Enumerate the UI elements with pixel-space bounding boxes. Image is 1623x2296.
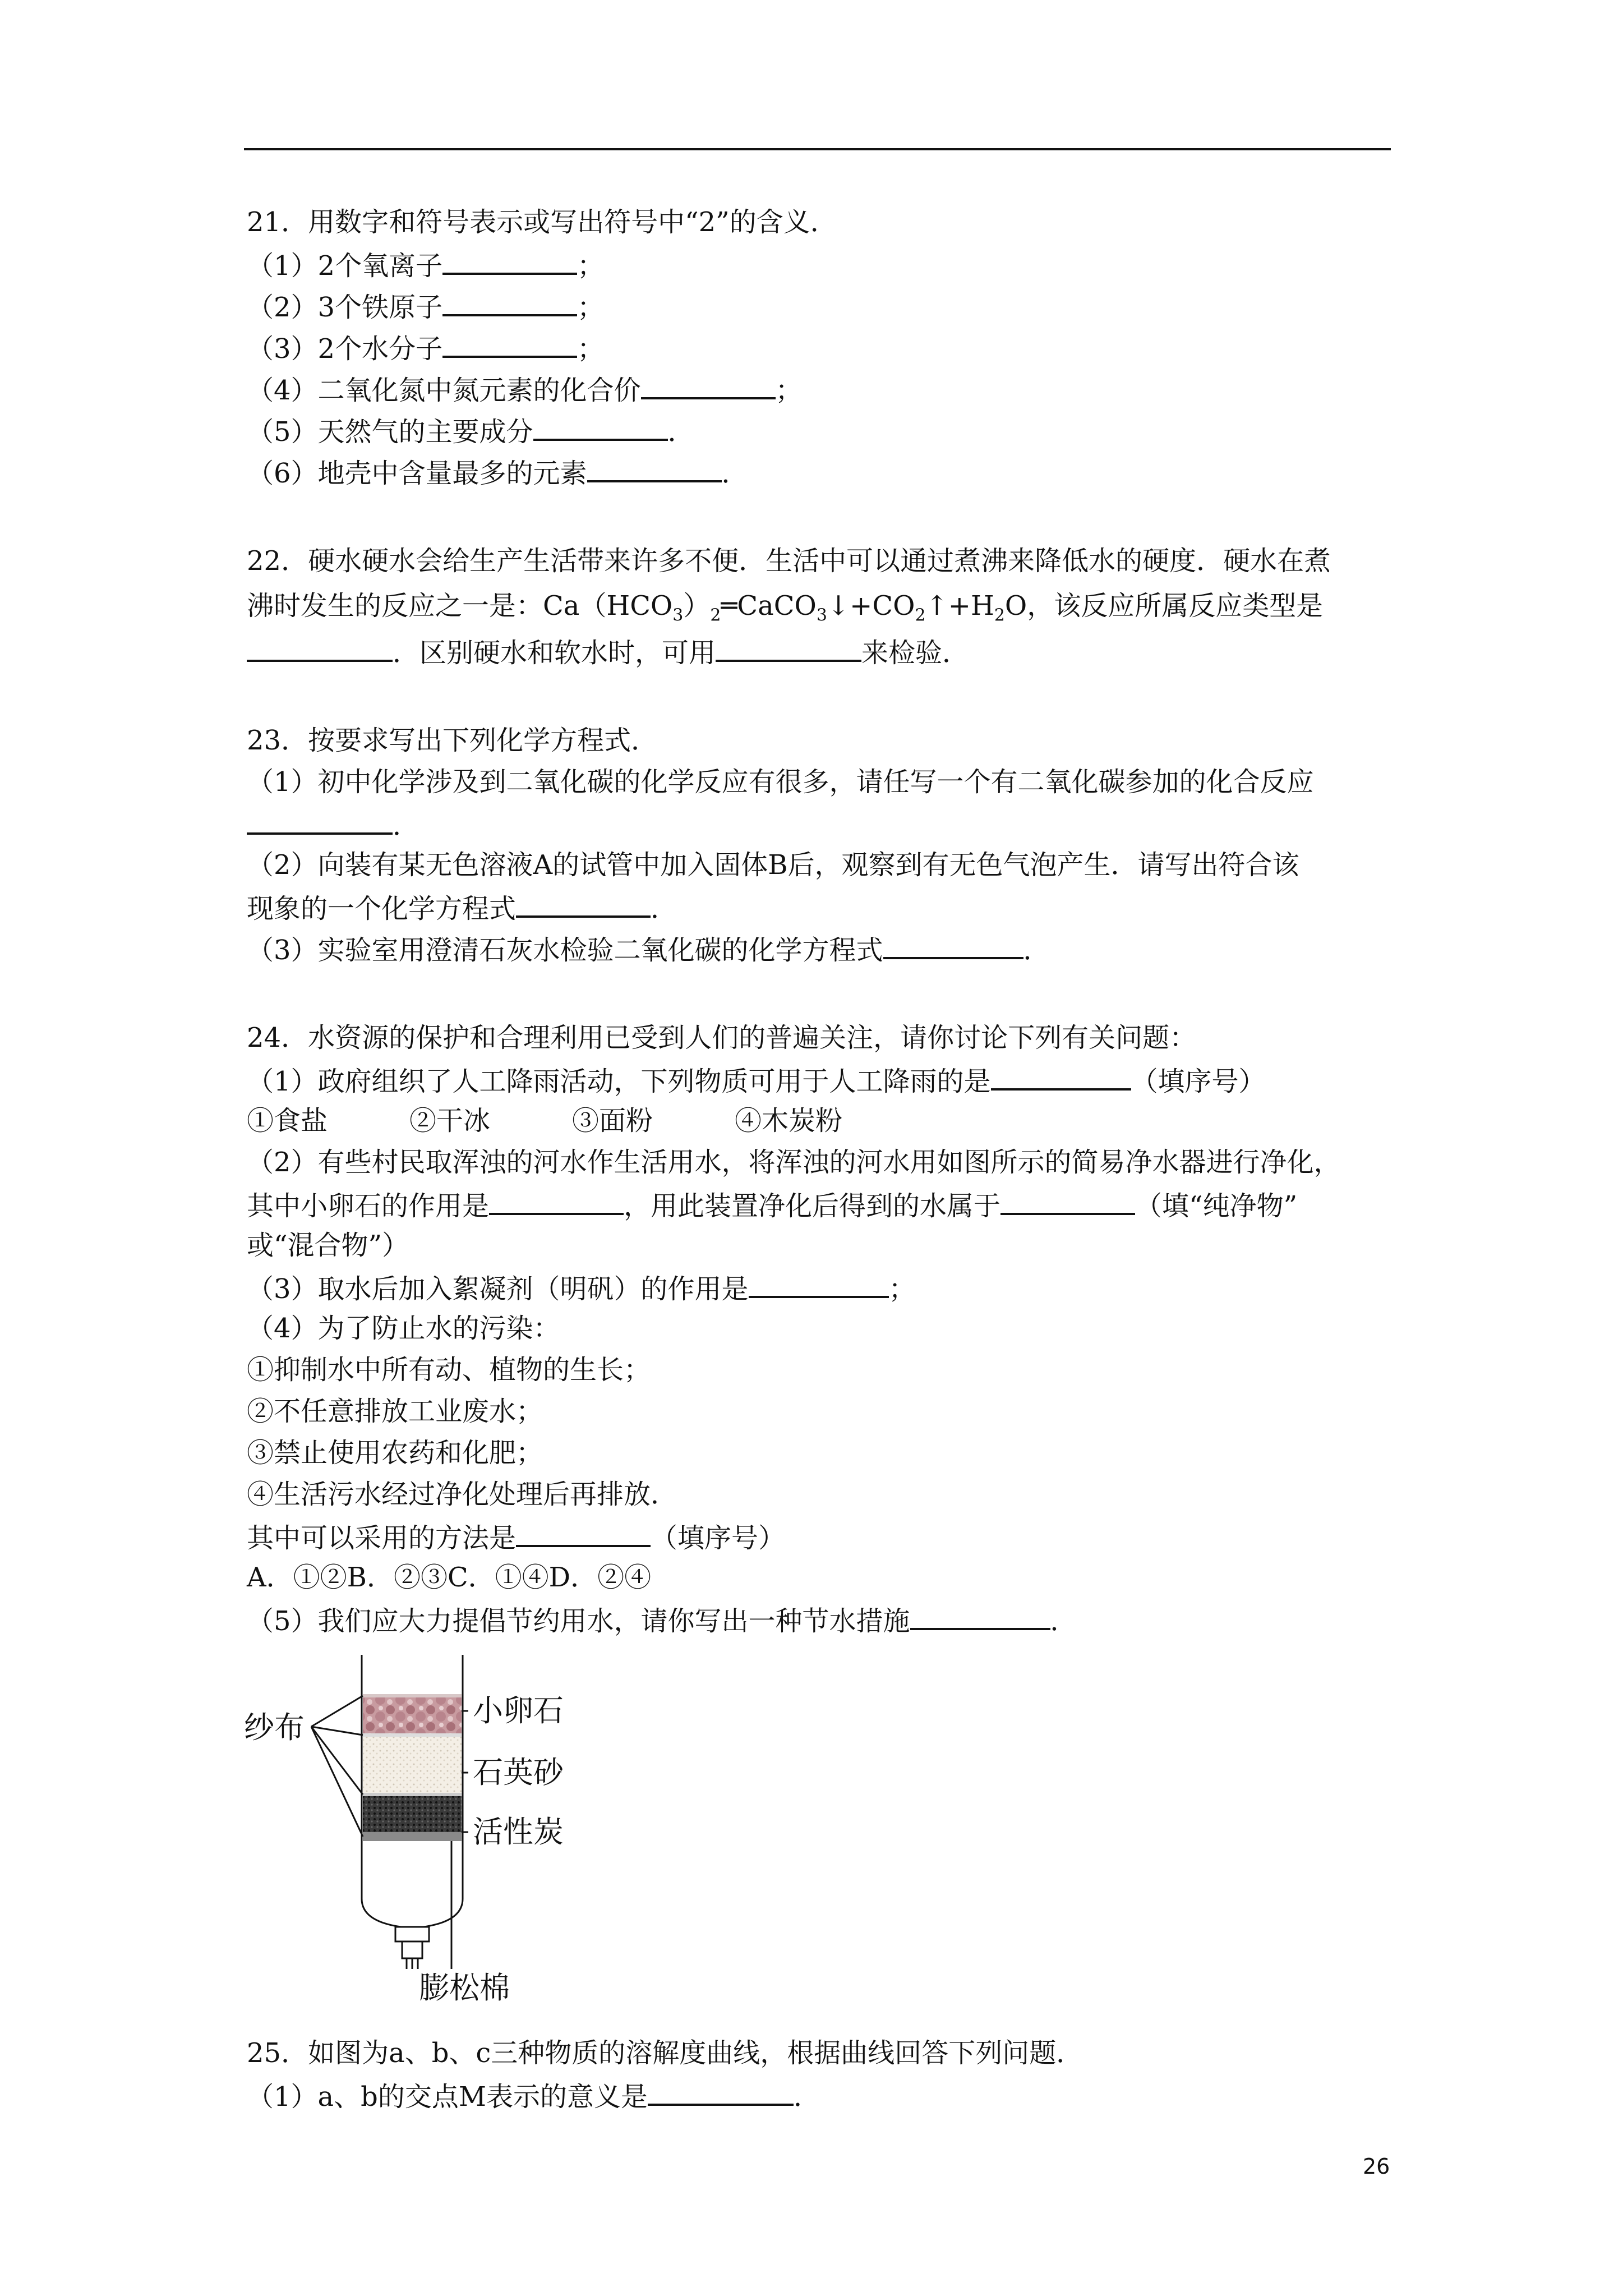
gauze-label: 纱布 [244, 1710, 305, 1745]
q24-part-3: （3）取水后加入絮凝剂（明矾）的作用是 ； [247, 1270, 916, 1306]
q24-part-4: （4）为了防止水的污染： [247, 1313, 560, 1344]
q22-line-3: ．区别硬水和软水时，可用 来检验． [247, 634, 969, 670]
option-2: ②干冰 [409, 1105, 491, 1137]
page-number: 26 [1363, 2154, 1390, 2179]
q23-part-2-cont: 现象的一个化学方程式 ． [247, 890, 677, 926]
q24-options [247, 1104, 842, 1138]
q22-line-1: 22．硬水硬水会给生产生活带来许多不便．生活中可以通过煮沸来降低水的硬度．硬水在煮 [247, 545, 1331, 577]
q21-item-3: （3）2个水分子 ； [247, 330, 604, 366]
gauze-layer-3 [363, 1793, 462, 1796]
q23-part-1-answer: ． [247, 807, 419, 843]
answer-blank[interactable] [716, 634, 861, 662]
answer-blank[interactable] [516, 1519, 651, 1547]
gauze-layer-1 [363, 1694, 462, 1697]
pebble-layer [363, 1697, 462, 1733]
q24-measure-2: ②不任意排放工业废水； [247, 1396, 543, 1427]
answer-blank[interactable] [489, 1187, 624, 1215]
q25-part-1: （1）a、b的交点M表示的意义是 ． [247, 2078, 820, 2114]
q21-item-5: （5）天然气的主要成分 ． [247, 413, 695, 449]
gauze-layer-2 [363, 1733, 462, 1737]
answer-blank[interactable] [991, 1062, 1131, 1091]
answer-blank[interactable] [533, 413, 668, 441]
answer-blank[interactable] [648, 2078, 794, 2106]
option-3: ③面粉 [572, 1105, 653, 1137]
quartz-sand-label: 石英砂 [473, 1755, 564, 1790]
q23-part-3: （3）实验室用澄清石灰水检验二氧化碳的化学方程式 ． [247, 931, 1050, 967]
q24-measure-4: ④生活污水经过净化处理后再排放． [247, 1479, 678, 1510]
q24-part-1: （1）政府组织了人工降雨活动，下列物质可用于人工降雨的是 （填序号） [247, 1062, 1266, 1098]
q24-part-2: （2）有些村民取浑浊的河水作生活用水，将浑浊的河水用如图所示的简易净水器进行净化， [247, 1147, 1341, 1178]
q24-part-5: （5）我们应大力提倡节约用水，请你写出一种节水措施 ． [247, 1602, 1077, 1638]
option-1: ①食盐 [247, 1105, 328, 1137]
nozzle [395, 1927, 429, 1969]
q23-title: 23．按要求写出下列化学方程式． [247, 725, 658, 756]
gauze-layer-4 [363, 1832, 462, 1841]
answer-blank[interactable] [516, 890, 651, 918]
q24-measure-3: ③禁止使用农药和化肥； [247, 1437, 543, 1469]
q21-item-2: （2）3个铁原子 ； [247, 288, 604, 324]
answer-blank[interactable] [749, 1270, 889, 1298]
q21-item-4: （4）二氧化氮中氮元素的化合价 ； [247, 371, 803, 407]
answer-blank[interactable] [883, 931, 1023, 959]
option-4: ④木炭粉 [735, 1105, 843, 1137]
q23-part-2: （2）向装有某无色溶液A的试管中加入固体B后，观察到有无色气泡产生．请写出符合该 [247, 849, 1299, 881]
answer-blank[interactable] [247, 807, 393, 835]
activated-carbon-layer [363, 1796, 462, 1832]
q24-part-2-end: 或“混合物”） [247, 1230, 409, 1261]
cotton-label: 膨松棉 [419, 1970, 510, 2005]
answer-blank[interactable] [442, 330, 577, 358]
activated-carbon-label: 活性炭 [473, 1814, 564, 1849]
gauze-leader-lines [311, 1696, 363, 1837]
q21-title: 21．用数字和符号表示或写出符号中“2”的含义． [247, 206, 837, 238]
answer-blank[interactable] [247, 634, 393, 662]
water-purifier-diagram [244, 1655, 637, 2008]
q22-line-2: 沸时发生的反应之一是：$Ca(HCO_3)_2═CaCO_3↓+CO_2↑+H_2O$，该反应所属反应类型是 [247, 590, 1324, 625]
q25-title: 25．如图为a、b、c三种物质的溶解度曲线，根据曲线回答下列问题． [247, 2037, 1083, 2069]
answer-blank[interactable] [442, 288, 577, 316]
pebbles-label: 小卵石 [473, 1693, 564, 1728]
quartz-sand-layer [363, 1737, 462, 1793]
header-rule [244, 148, 1391, 150]
q24-title: 24．水资源的保护和合理利用已受到人们的普遍关注，请你讨论下列有关问题： [247, 1022, 1197, 1053]
q24-part-2-cont: 其中小卵石的作用是 ，用此装置净化后得到的水属于 （填“纯净物” [247, 1187, 1297, 1223]
answer-blank[interactable] [910, 1602, 1050, 1630]
answer-blank[interactable] [587, 454, 722, 482]
answer-blank[interactable] [1000, 1187, 1135, 1215]
q24-choices: A．①②B．②③C．①④D．②④ [247, 1562, 652, 1593]
answer-blank[interactable] [442, 247, 577, 275]
q21-item-1: （1）2个氧离子 ； [247, 247, 604, 283]
q24-measure-1: ①抑制水中所有动、植物的生长； [247, 1354, 651, 1386]
q21-item-6: （6）地壳中含量最多的元素 ． [247, 454, 749, 490]
answer-blank[interactable] [641, 371, 776, 399]
q24-part-4-question: 其中可以采用的方法是 （填序号） [247, 1519, 785, 1555]
q23-part-1: （1）初中化学涉及到二氧化碳的化学反应有很多，请任写一个有二氧化碳参加的化合反应 [247, 766, 1314, 798]
